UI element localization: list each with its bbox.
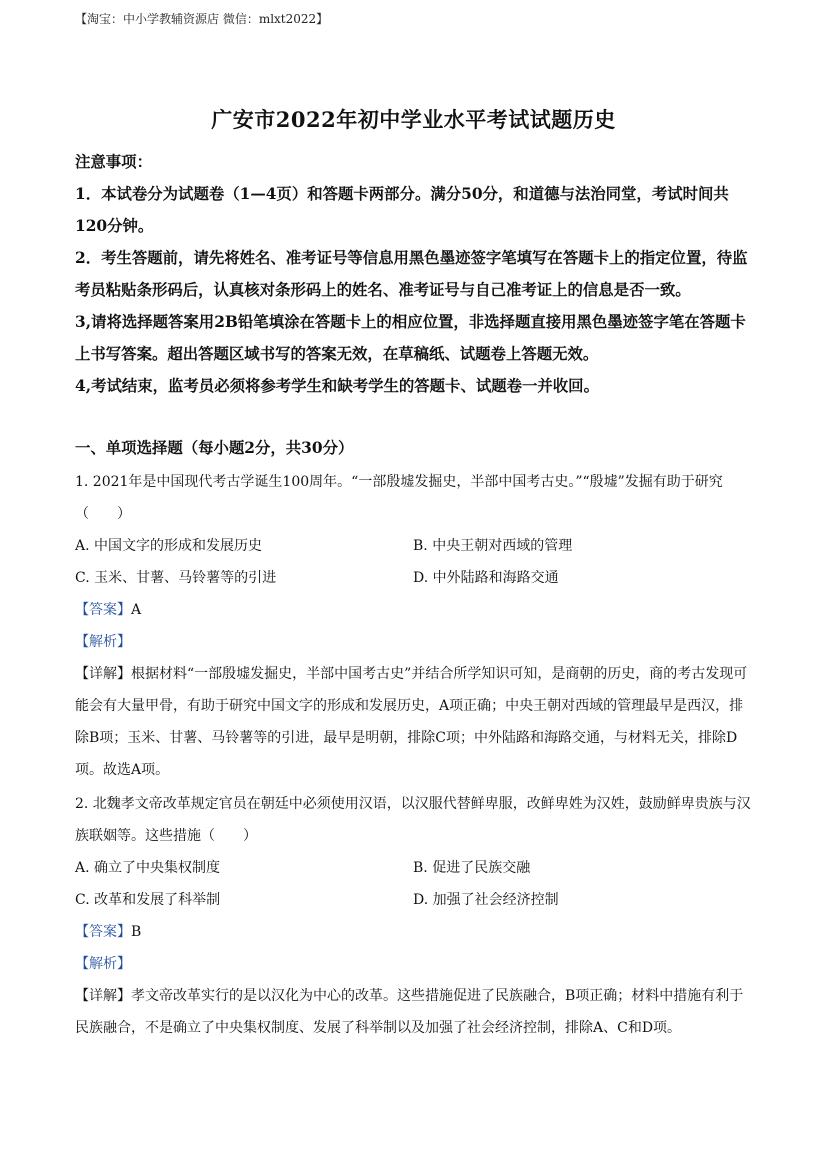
detail-label: 【详解】 <box>75 666 131 682</box>
notes-section <box>75 146 755 402</box>
question-stem: 2. 北魏孝文帝改革规定官员在朝廷中必须使用汉语，以汉服代替鲜卑服，改鲜卑姓为汉姓，鼓励鲜卑贵族与汉族联姻等。这些措施（ ） <box>75 796 751 844</box>
note-item: 1．本试卷分为试题卷（1—4页）和答题卡两部分。满分50分，和道德与法治同堂，考试时间共120分钟。 <box>75 185 729 235</box>
answer-value: A <box>131 602 142 618</box>
answer-label: 【答案】 <box>75 602 131 618</box>
detail-paragraph <box>75 658 755 786</box>
note-item: 4,考试结束，监考员必须将参考学生和缺考学生的答题卡、试题卷一并收回。 <box>75 377 599 395</box>
option-row <box>75 562 755 594</box>
detail-text: 根据材料“一部殷墟发掘史，半部中国考古史”并结合所学知识可知，是商朝的历史，商的考古发现可能会有大量甲骨，有助于研究中国文字的形成和发展历史，A项正确；中央王朝对西域的管理最早是西汉，排除B项；玉米、甘薯、马铃薯等的引进，最早是明朝，排除C项；中外陆路和海路交通，与材料无关，排除D项。故选A项。 <box>75 666 748 778</box>
section-heading: 一、单项选择题（每小题2分，共30分） <box>75 439 354 457</box>
answer-label: 【答案】 <box>75 924 131 940</box>
header-watermark: 【淘宝：中小学教辅资源店 微信：mlxt2022】 <box>75 12 329 26</box>
page-title: 广安市2022年初中学业水平考试试题历史 <box>211 107 616 132</box>
analysis-label: 【解析】 <box>75 956 131 972</box>
answer-line <box>75 594 755 626</box>
analysis-label: 【解析】 <box>75 634 131 650</box>
note-item: 2．考生答题前，请先将姓名、准考证号等信息用黑色墨迹签字笔填写在答题卡上的指定位置，待监考员粘贴条形码后，认真核对条形码上的姓名、准考证号与自己准考证上的信息是否一致。 <box>75 249 748 299</box>
option-b: B. 中央王朝对西域的管理 <box>413 538 573 554</box>
question-2 <box>75 788 755 1044</box>
option-d: D. 中外陆路和海路交通 <box>413 570 559 586</box>
option-d: D. 加强了社会经济控制 <box>413 892 559 908</box>
option-row <box>75 530 755 562</box>
question-stem: 1. 2021年是中国现代考古学诞生100周年。“一部殷墟发掘史，半部中国考古史。”“殷墟”发掘有助于研究（ ） <box>75 474 723 522</box>
option-row <box>75 884 755 916</box>
option-a: A. 中国文字的形成和发展历史 <box>75 538 263 554</box>
option-b: B. 促进了民族交融 <box>413 860 531 876</box>
option-c: C. 玉米、甘薯、马铃薯等的引进 <box>75 570 277 586</box>
detail-text: 孝文帝改革实行的是以汉化为中心的改革。这些措施促进了民族融合，B项正确；材料中措施有利于民族融合，不是确立了中央集权制度、发展了科举制以及加强了社会经济控制，排除A、C和D项。 <box>75 988 744 1036</box>
option-a: A. 确立了中央集权制度 <box>75 860 221 876</box>
question-1 <box>75 466 755 786</box>
notes-heading: 注意事项： <box>75 153 152 171</box>
option-c: C. 改革和发展了科举制 <box>75 892 221 908</box>
answer-line <box>75 916 755 948</box>
detail-label: 【详解】 <box>75 988 131 1004</box>
option-row <box>75 852 755 884</box>
note-item: 3,请将选择题答案用2B铅笔填涂在答题卡上的相应位置，非选择题直接用黑色墨迹签字笔在答题卡上书写答案。超出答题区域书写的答案无效，在草稿纸、试题卷上答题无效。 <box>75 313 746 363</box>
answer-value: B <box>131 924 142 940</box>
detail-paragraph <box>75 980 755 1044</box>
